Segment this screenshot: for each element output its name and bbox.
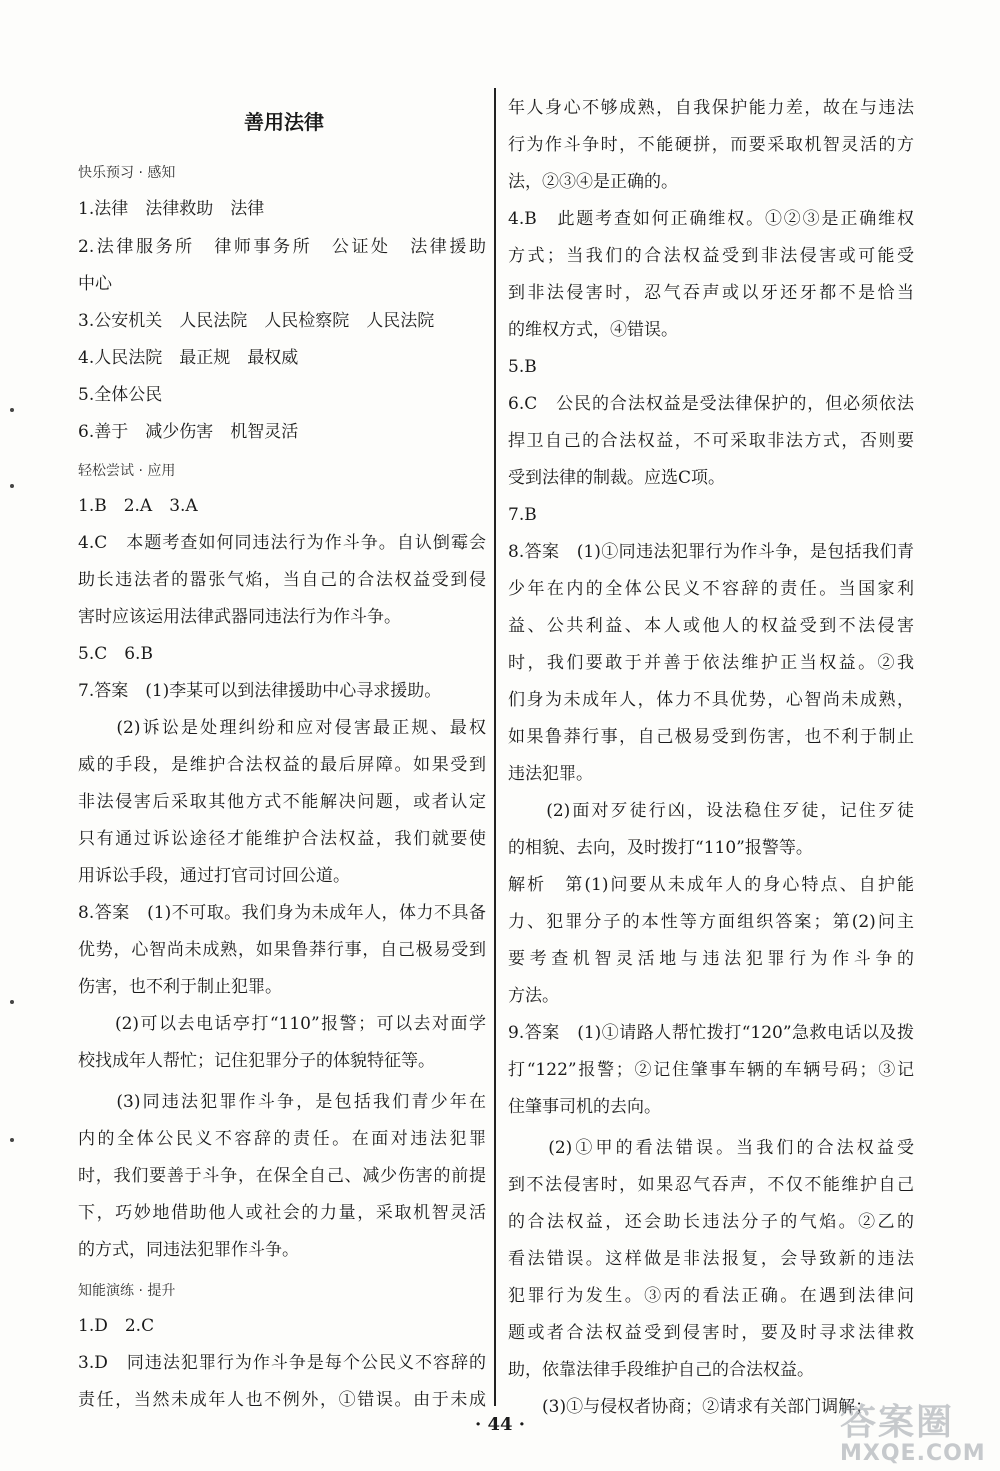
text-line: (2)面对歹徒行凶，设法稳住歹徒，记住歹徒	[508, 801, 914, 821]
text-line: 6.C 公民的合法权益是受法律保护的，但必须依法	[508, 394, 914, 414]
text-line: 违法犯罪。	[508, 764, 593, 784]
text-line: 助，依靠法律手段维护自己的合法权益。	[508, 1360, 814, 1380]
text-line: 3.D 同违法犯罪行为作斗争是每个公民义不容辞的	[78, 1353, 486, 1373]
text-line: 4.C 本题考查如何同违法行为作斗争。自认倒霉会	[78, 533, 486, 553]
text-line: 少年在内的全体公民义不容辞的责任。当国家利	[508, 579, 914, 599]
text-line: 8.答案 (1)不可取。我们身为未成年人，体力不具备	[78, 903, 486, 923]
section-heading: 知能演练 · 提升	[78, 1283, 176, 1299]
text-line: 1.B 2.A 3.A	[78, 496, 198, 516]
text-line: (2)诉讼是处理纠纷和应对侵害最正规、最权	[78, 718, 486, 738]
text-line: 内的全体公民义不容辞的责任。在面对违法犯罪	[78, 1129, 486, 1149]
text-line: 2.法律服务所 律师事务所 公证处 法律援助	[78, 237, 486, 257]
text-line: 害时应该运用法律武器同违法行为作斗争。	[78, 607, 401, 627]
text-line: 题或者合法权益受到侵害时，要及时寻求法律救	[508, 1323, 914, 1343]
text-line: 的合法权益，还会助长违法分子的气焰。②乙的	[508, 1212, 914, 1232]
text-line: 方法。	[508, 986, 559, 1006]
text-line: 用诉讼手段，通过打官司讨回公道。	[78, 866, 350, 886]
text-line: 住肇事司机的去向。	[508, 1097, 661, 1117]
section-heading: 快乐预习 · 感知	[78, 165, 176, 181]
text-line: 4.人民法院 最正规 最权威	[78, 348, 299, 368]
scan-dot	[10, 408, 14, 412]
text-line: 到不法侵害时，如果忍气吞声，不仅不能维护自己	[508, 1175, 914, 1195]
text-line: 9.答案 (1)①请路人帮忙拨打“120”急救电话以及拨	[508, 1023, 914, 1043]
text-line: 非法侵害后采取其他方式不能解决问题，或者认定	[78, 792, 486, 812]
text-line: 受到法律的制裁。应选C项。	[508, 468, 726, 488]
text-line: 6.善于 减少伤害 机智灵活	[78, 422, 299, 442]
text-line: 如果鲁莽行事，自己极易受到伤害，也不利于制止	[508, 727, 914, 747]
text-line: 7.B	[508, 505, 537, 525]
text-line: 解析 第(1)问要从未成年人的身心特点、自护能	[508, 875, 914, 895]
text-line: 年人身心不够成熟，自我保护能力差，故在与违法	[508, 98, 914, 118]
text-line: 犯罪行为发生。③丙的看法正确。在遇到法律问	[508, 1286, 914, 1306]
text-line: 4.B 此题考查如何正确维权。①②③是正确维权	[508, 209, 914, 229]
text-line: 优势，心智尚未成熟，如果鲁莽行事，自己极易受到	[78, 940, 486, 960]
text-line: 方式；当我们的合法权益受到非法侵害或可能受	[508, 246, 914, 266]
text-line: 中心	[78, 274, 112, 294]
text-line: 5.C 6.B	[78, 644, 153, 664]
text-line: 益、公共利益、本人或他人的权益受到不法侵害	[508, 616, 914, 636]
text-line: 的相貌、去向，及时拨打“110”报警等。	[508, 838, 813, 858]
text-line: 只有通过诉讼途径才能维护合法权益，我们就要使	[78, 829, 486, 849]
text-line: 力、犯罪分子的本性等方面组织答案；第(2)问主	[508, 912, 914, 932]
text-line: 的维权方式，④错误。	[508, 320, 678, 340]
scan-dot	[10, 1000, 14, 1004]
text-line: 5.全体公民	[78, 385, 163, 405]
column-divider	[494, 88, 496, 1406]
text-line: 1.D 2.C	[78, 1316, 155, 1336]
text-line: 法，②③④是正确的。	[508, 172, 678, 192]
text-line: (2)可以去电话亭打“110”报警；可以去对面学	[78, 1014, 486, 1034]
text-line: 捍卫自己的合法权益，不可采取非法方式，否则要	[508, 431, 914, 451]
text-line: 们身为未成年人，体力不具优势，心智尚未成熟，	[508, 690, 914, 710]
text-line: 时，我们要敢于并善于依法维护正当权益。②我	[508, 653, 914, 673]
text-line: (2)①甲的看法错误。当我们的合法权益受	[508, 1138, 914, 1158]
watermark-url: MXQE.COM	[840, 1441, 986, 1466]
text-line: 的方式，同违法犯罪作斗争。	[78, 1240, 299, 1260]
page-title: 善用法律	[244, 110, 324, 134]
text-line: (3)同违法犯罪作斗争，是包括我们青少年在	[78, 1092, 486, 1112]
text-line: 1.法律 法律救助 法律	[78, 199, 265, 219]
page-number: · 44 ·	[474, 1414, 526, 1435]
text-line: 行为作斗争时，不能硬拼，而要采取机智灵活的方	[508, 135, 914, 155]
text-line: (3)①与侵权者协商；②请求有关部门调解；	[508, 1397, 873, 1417]
text-line: 下，巧妙地借助他人或社会的力量，采取机智灵活	[78, 1203, 486, 1223]
scan-dot	[10, 484, 14, 488]
text-line: 责任，当然未成年人也不例外，①错误。由于未成	[78, 1390, 486, 1410]
text-line: 时，我们要善于斗争，在保全自己、减少伤害的前提	[78, 1166, 486, 1186]
text-line: 校找成年人帮忙；记住犯罪分子的体貌特征等。	[78, 1051, 435, 1071]
text-line: 威的手段，是维护合法权益的最后屏障。如果受到	[78, 755, 486, 775]
watermark-logo	[840, 1394, 990, 1466]
text-line: 7.答案 (1)李某可以到法律援助中心寻求援助。	[78, 681, 442, 701]
text-line: 助长违法者的嚣张气焰，当自己的合法权益受到侵	[78, 570, 486, 590]
text-line: 5.B	[508, 357, 537, 377]
text-line: 8.答案 (1)①同违法犯罪行为作斗争，是包括我们青	[508, 542, 914, 562]
text-line: 伤害，也不利于制止犯罪。	[78, 977, 282, 997]
section-heading: 轻松尝试 · 应用	[78, 463, 176, 479]
text-line: 打“122”报警；②记住肇事车辆的车辆号码；③记	[508, 1060, 914, 1080]
text-line: 要考查机智灵活地与违法犯罪行为作斗争的	[508, 949, 914, 969]
text-line: 看法错误。这样做是非法报复，会导致新的违法	[508, 1249, 914, 1269]
scan-dot	[10, 1138, 14, 1142]
text-line: 3.公安机关 人民法院 人民检察院 人民法院	[78, 311, 435, 331]
text-line: 到非法侵害时，忍气吞声或以牙还牙都不是恰当	[508, 283, 914, 303]
watermark-text: 答案圈	[840, 1402, 955, 1443]
